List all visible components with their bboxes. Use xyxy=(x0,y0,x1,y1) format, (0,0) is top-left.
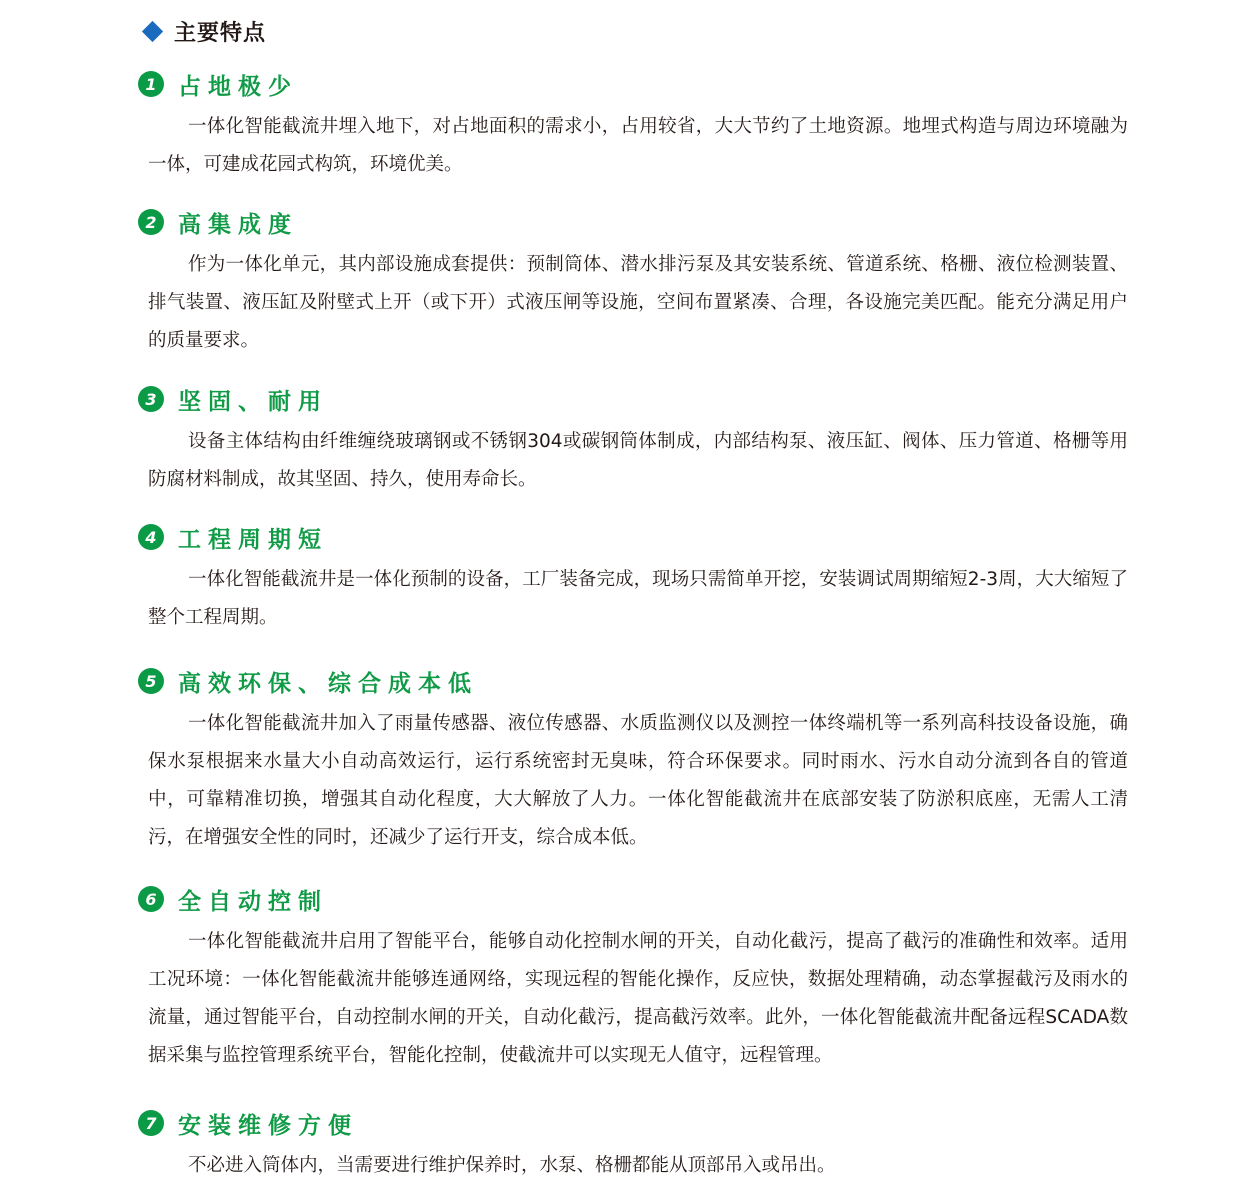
section-body: 作为一体化单元，其内部设施成套提供：预制筒体、潜水排污泵及其安装系统、管道系统、格栅、液位检测装置、排气装置、液压缸及附壁式上开（或下开）式液压闸等设施，空间布置紧凑、合理，各设施完美匹配。能充分满足用户的质量要求。 xyxy=(148,254,1128,351)
section-title: 高集成度 xyxy=(178,211,298,238)
section-heading xyxy=(138,68,1128,100)
number-circle-icon: 5 xyxy=(138,668,164,694)
section-body: 不必进入筒体内，当需要进行维护保养时，水泵、格栅都能从顶部吊入或吊出。 xyxy=(188,1155,836,1176)
section-heading xyxy=(138,206,1128,238)
section-body: 一体化智能截流井启用了智能平台，能够自动化控制水闸的开关，自动化截污，提高了截污的准确性和效率。适用工况环境：一体化智能截流井能够连通网络，实现远程的智能化操作，反应快，数据处理精确，动态掌握截污及雨水的流量，通过智能平台，自动控制水闸的开关，自动化截污，提高截污效率。此外，一体化智能截流井配备远程SCADA数据采集与监控管理系统平台，智能化控制，使截流井可以实现无人值守，远程管理。 xyxy=(148,931,1128,1066)
page-title xyxy=(141,14,266,48)
section-title: 安装维修方便 xyxy=(178,1112,358,1139)
feature-section-3 xyxy=(138,383,1128,499)
section-body: 一体化智能截流井是一体化预制的设备，工厂装备完成，现场只需简单开挖，安装调试周期缩短2-3周，大大缩短了整个工程周期。 xyxy=(148,569,1128,628)
section-body: 设备主体结构由纤维缠绕玻璃钢或不锈钢304或碳钢筒体制成，内部结构泵、液压缸、阀体、压力管道、格栅等用防腐材料制成，故其坚固、持久，使用寿命长。 xyxy=(148,431,1128,490)
section-heading xyxy=(138,883,1128,915)
section-heading xyxy=(138,383,1128,415)
section-body: 一体化智能截流井加入了雨量传感器、液位传感器、水质监测仪以及测控一体终端机等一系列高科技设备设施，确保水泵根据来水量大小自动高效运行，运行系统密封无臭味，符合环保要求。同时雨水、污水自动分流到各自的管道中，可靠精准切换，增强其自动化程度，大大解放了人力。一体化智能截流井在底部安装了防淤积底座，无需人工清污，在增强安全性的同时，还减少了运行开支，综合成本低。 xyxy=(148,713,1128,848)
number-circle-icon: 6 xyxy=(138,886,164,912)
section-heading xyxy=(138,665,1128,697)
section-title: 坚固、耐用 xyxy=(178,388,328,415)
number-circle-icon: 3 xyxy=(138,386,164,412)
feature-section-2 xyxy=(138,206,1128,360)
page-title-text: 主要特点 xyxy=(174,20,267,46)
section-heading xyxy=(138,1107,1128,1139)
number-circle-icon: 4 xyxy=(138,524,164,550)
feature-section-7 xyxy=(138,1107,1128,1185)
number-circle-icon: 1 xyxy=(138,71,164,97)
feature-section-6 xyxy=(138,883,1128,1075)
section-title: 全自动控制 xyxy=(178,888,328,915)
section-title: 工程周期短 xyxy=(178,526,328,553)
section-body: 一体化智能截流井埋入地下，对占地面积的需求小，占用较省，大大节约了土地资源。地埋式构造与周边环境融为一体，可建成花园式构筑，环境优美。 xyxy=(148,116,1128,175)
section-title: 占地极少 xyxy=(178,73,298,100)
number-circle-icon: 2 xyxy=(138,209,164,235)
section-title: 高效环保、综合成本低 xyxy=(178,670,478,697)
diamond-bullet-icon xyxy=(142,20,163,41)
number-circle-icon: 7 xyxy=(138,1110,164,1136)
feature-section-4 xyxy=(138,521,1128,637)
feature-section-5 xyxy=(138,665,1128,857)
section-heading xyxy=(138,521,1128,553)
feature-section-1 xyxy=(138,68,1128,184)
